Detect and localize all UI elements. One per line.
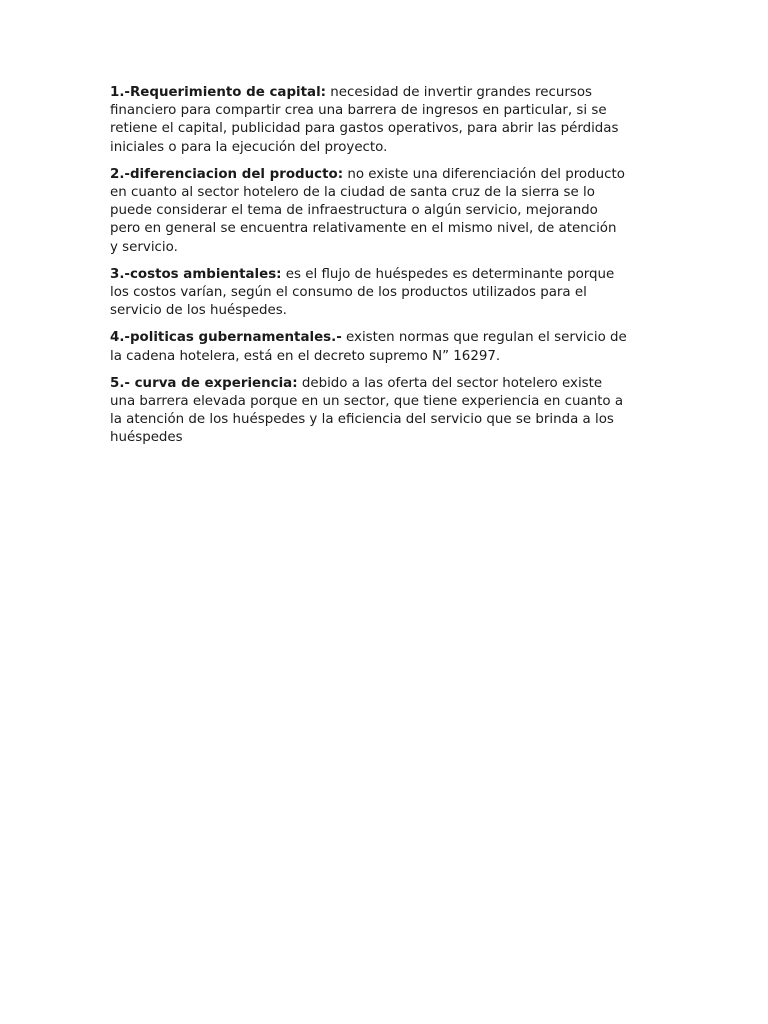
paragraph-text: iniciales o para la ejecución del proyecto. xyxy=(110,139,388,155)
paragraph-text: en cuanto al sector hotelero de la ciudad de santa cruz de la sierra se lo xyxy=(110,185,595,201)
paragraph-text: pero en general se encuentra relativamente en el mismo nivel, de atención xyxy=(110,221,617,237)
paragraph-text: es el flujo de huéspedes es determinante porque xyxy=(281,266,615,282)
paragraph-requerimiento-de-capital xyxy=(110,84,670,157)
paragraph-politicas-gubernamentales xyxy=(110,329,670,365)
document-page xyxy=(110,84,670,457)
paragraph-heading: 5.- curva de experiencia: xyxy=(110,375,298,391)
paragraph-heading: 2.-diferenciacion del producto: xyxy=(110,166,344,182)
paragraph-heading: 4.-politicas gubernamentales.- xyxy=(110,330,342,346)
paragraph-curva-de-experiencia xyxy=(110,375,670,448)
paragraph-text: y servicio. xyxy=(110,239,178,255)
paragraph-heading: 3.-costos ambientales: xyxy=(110,266,282,282)
paragraph-line xyxy=(110,166,670,184)
paragraph-line xyxy=(110,329,670,347)
paragraph-costos-ambientales xyxy=(110,266,670,321)
paragraph-text: financiero para compartir crea una barrera de ingresos en particular, si se xyxy=(110,103,607,119)
paragraph-text: la cadena hotelera, está en el decreto supremo N” 16297. xyxy=(110,348,501,364)
paragraph-text: puede considerar el tema de infraestructura o algún servicio, mejorando xyxy=(110,203,598,219)
paragraph-line xyxy=(110,84,670,102)
paragraph-line xyxy=(110,375,670,393)
paragraph-heading: 1.-Requerimiento de capital: xyxy=(110,85,327,100)
paragraph-text: debido a las oferta del sector hotelero existe xyxy=(297,375,603,391)
paragraph-text: la atención de los huéspedes y la eficiencia del servicio que se brinda a los xyxy=(110,412,614,428)
paragraph-text: una barrera elevada porque en un sector, que tiene experiencia en cuanto a xyxy=(110,394,624,410)
paragraph-text: necesidad de invertir grandes recursos xyxy=(326,85,592,100)
paragraph-line xyxy=(110,266,670,284)
paragraph-text: retiene el capital, publicidad para gastos operativos, para abrir las pérdidas xyxy=(110,121,619,137)
paragraph-text: no existe una diferenciación del producto xyxy=(343,166,625,182)
paragraph-text: servicio de los huéspedes. xyxy=(110,303,287,319)
paragraph-text: los costos varían, según el consumo de los productos utilizados para el xyxy=(110,285,587,301)
paragraph-text: existen normas que regulan el servicio de xyxy=(341,330,627,346)
paragraph-diferenciacion-del-producto xyxy=(110,166,670,257)
paragraph-text: huéspedes xyxy=(110,430,183,446)
